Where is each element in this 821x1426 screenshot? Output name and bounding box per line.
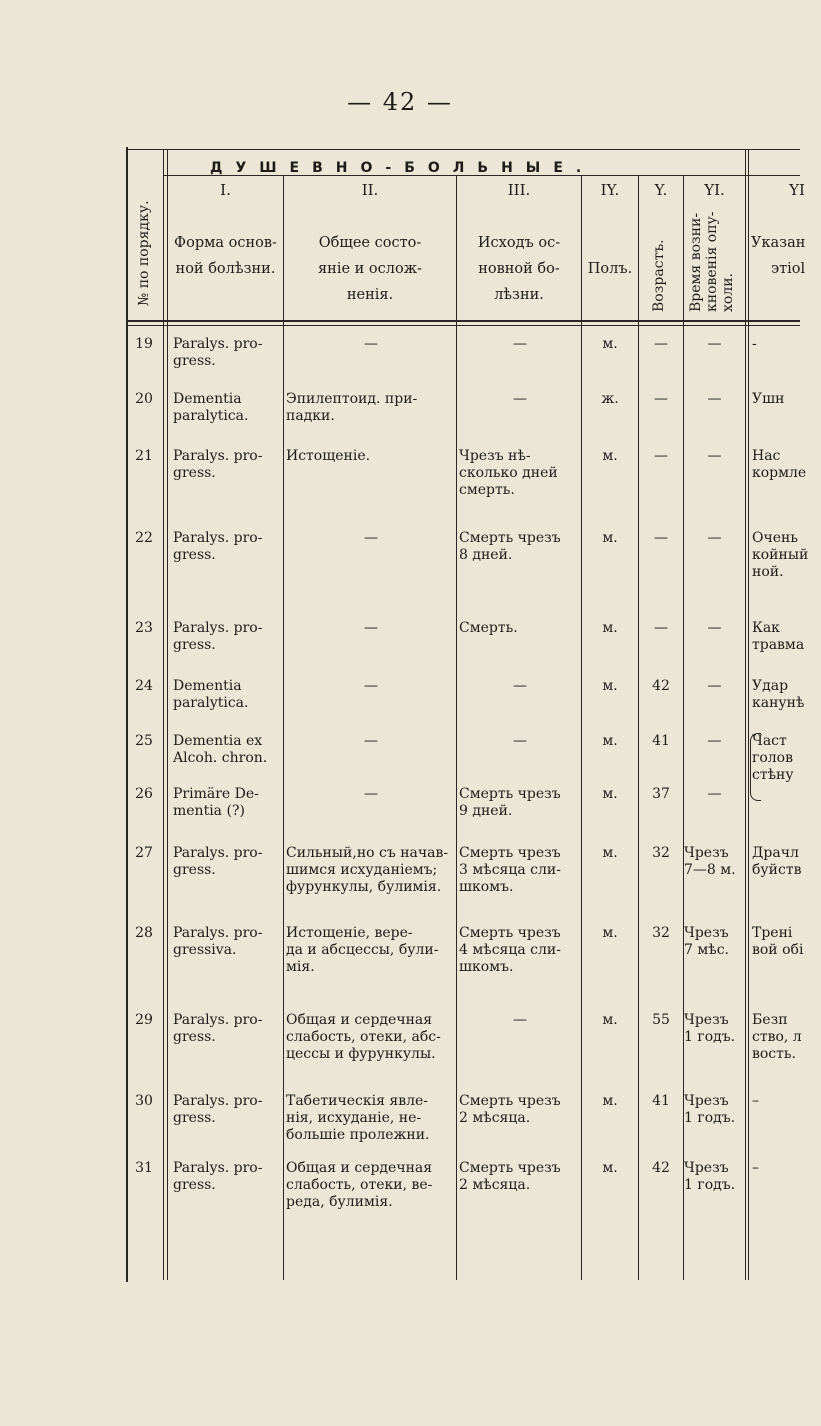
form-cell: Dementia xyxy=(173,391,242,407)
cause-cell: вость. xyxy=(752,1046,796,1062)
state-cell: фурункулы, булимія. xyxy=(286,879,442,895)
cause-cell: – xyxy=(752,1093,759,1109)
group-title: ДУШЕВНО-БОЛЬНЫЕ. xyxy=(210,160,595,176)
outcome-cell: Смерть. xyxy=(459,620,518,636)
col1-roman: I. xyxy=(220,181,231,199)
time-cell: — xyxy=(707,530,722,546)
form-cell: Paralys. pro- xyxy=(173,448,263,464)
state-cell: Эпилептоид. при- xyxy=(286,391,418,407)
sex-cell: м. xyxy=(602,1093,618,1109)
cause-cell: Нас xyxy=(752,448,781,464)
time-cell: — xyxy=(707,448,722,464)
col7-title: Указан этіоl xyxy=(751,235,806,277)
sex-cell: м. xyxy=(602,448,618,464)
age-cell: — xyxy=(654,448,668,464)
form-cell: Dementia xyxy=(173,678,242,694)
outcome-cell: — xyxy=(513,678,527,694)
col4-roman: IY. xyxy=(600,181,620,199)
cause-cell: Част xyxy=(752,733,787,749)
form-cell: gress. xyxy=(173,353,216,369)
outcome-cell: Смерть чрезъ xyxy=(459,530,561,546)
time-cell: — xyxy=(707,391,722,407)
form-cell: Paralys. pro- xyxy=(173,620,263,636)
age-cell: 37 xyxy=(652,786,670,802)
cause-cell: ство, л xyxy=(752,1029,802,1045)
state-cell: падки. xyxy=(286,408,335,424)
outcome-cell: — xyxy=(513,1012,527,1028)
age-cell: 32 xyxy=(652,845,670,861)
outcome-cell: 8 дней. xyxy=(459,547,513,563)
time-cell: Чрезъ xyxy=(684,845,729,861)
sex-cell: м. xyxy=(602,925,618,941)
cause-cell: Трені xyxy=(752,925,793,941)
form-cell: Paralys. pro- xyxy=(173,925,263,941)
form-cell: gress. xyxy=(173,862,216,878)
cause-cell: койный xyxy=(752,547,809,563)
outcome-cell: — xyxy=(513,391,527,407)
row-number: 21 xyxy=(135,448,153,464)
state-cell: шимся исхуданіемъ; xyxy=(286,862,438,878)
time-cell: Чрезъ xyxy=(684,925,729,941)
row-number: 20 xyxy=(135,391,153,407)
outcome-cell: — xyxy=(513,733,527,749)
state-cell: нія, исхуданіе, не- xyxy=(286,1110,422,1126)
time-cell: 1 годъ. xyxy=(684,1029,736,1045)
state-cell: Общая и сердечная xyxy=(286,1160,433,1176)
form-cell: Paralys. pro- xyxy=(173,845,263,861)
time-cell: Чрезъ xyxy=(684,1012,729,1028)
form-cell: gress. xyxy=(173,1029,216,1045)
col5-roman: Y. xyxy=(654,181,668,199)
outcome-cell: Смерть чрезъ xyxy=(459,925,561,941)
cause-cell: Ушн xyxy=(752,391,785,407)
row-number: 19 xyxy=(135,336,153,352)
sex-cell: м. xyxy=(602,530,618,546)
outcome-cell: 9 дней. xyxy=(459,803,513,819)
cause-cell: – xyxy=(752,1160,759,1176)
state-cell: — xyxy=(364,786,378,802)
form-cell: Paralys. pro- xyxy=(173,336,263,352)
col7-roman: YI xyxy=(789,181,805,199)
state-cell: мія. xyxy=(286,959,315,975)
sex-cell: м. xyxy=(602,786,618,802)
sex-cell: м. xyxy=(602,336,618,352)
row-number: 28 xyxy=(135,925,153,941)
form-cell: gress. xyxy=(173,547,216,563)
form-cell: mentia (?) xyxy=(173,803,245,819)
form-cell: paralytica. xyxy=(173,695,249,711)
age-cell: 41 xyxy=(652,1093,670,1109)
form-cell: Paralys. pro- xyxy=(173,1093,263,1109)
outcome-cell: Чрезъ нѣ- xyxy=(459,448,531,464)
cause-cell: стѣну xyxy=(752,767,794,783)
time-cell: 1 годъ. xyxy=(684,1177,736,1193)
col5-title: Возрастъ. xyxy=(651,239,667,312)
cause-cell: Очень xyxy=(752,530,798,546)
col2-roman: II. xyxy=(361,181,379,199)
form-cell: Alcoh. chron. xyxy=(173,750,268,766)
state-cell: Табетическія явле- xyxy=(286,1093,428,1109)
outcome-cell: Смерть чрезъ xyxy=(459,845,561,861)
time-cell: — xyxy=(707,733,722,749)
outcome-cell: — xyxy=(513,336,527,352)
col6-title-line1: Время возни- xyxy=(688,212,704,312)
row-number: 31 xyxy=(135,1160,153,1176)
age-cell: — xyxy=(654,620,668,636)
cause-cell: - xyxy=(752,336,757,352)
outcome-cell: смерть. xyxy=(459,482,515,498)
sex-cell: м. xyxy=(602,678,618,694)
row-number: 27 xyxy=(135,845,153,861)
outcome-cell: сколько дней xyxy=(459,465,558,481)
sex-cell: м. xyxy=(602,845,618,861)
outcome-cell: шкомъ. xyxy=(459,879,514,895)
state-cell: большіе пролежни. xyxy=(286,1127,430,1143)
age-cell: 41 xyxy=(652,733,670,749)
state-cell: реда, булимія. xyxy=(286,1194,393,1210)
cause-cell: травма xyxy=(752,637,805,653)
outcome-cell: 2 мѣсяца. xyxy=(459,1177,531,1193)
state-cell: слабость, отеки, абс- xyxy=(286,1029,441,1045)
col6-roman: YI. xyxy=(704,181,725,199)
form-cell: gressiva. xyxy=(173,942,237,958)
outcome-cell: Смерть чрезъ xyxy=(459,786,561,802)
cause-cell: буйств xyxy=(752,862,802,878)
sex-cell: ж. xyxy=(601,391,619,407)
form-cell: Paralys. pro- xyxy=(173,1012,263,1028)
row-number: 23 xyxy=(135,620,153,636)
time-cell: — xyxy=(707,336,722,352)
outcome-cell: 4 мѣсяца сли- xyxy=(459,942,561,958)
state-cell: Сильный,но съ начав- xyxy=(286,845,449,861)
state-cell: Истощеніе, вере- xyxy=(286,925,413,941)
col3-title: Исходъ ос- новной бо- лѣзни. xyxy=(477,235,561,303)
form-cell: gress. xyxy=(173,465,216,481)
age-cell: 32 xyxy=(652,925,670,941)
cause-cell: Удар xyxy=(752,678,789,694)
col4-title: Полъ. xyxy=(587,261,633,277)
form-cell: paralytica. xyxy=(173,408,249,424)
age-cell: — xyxy=(654,391,668,407)
col3-roman: III. xyxy=(507,181,531,199)
form-cell: gress. xyxy=(173,1110,216,1126)
form-cell: Paralys. pro- xyxy=(173,1160,263,1176)
outcome-cell: Смерть чрезъ xyxy=(459,1160,561,1176)
outcome-cell: шкомъ. xyxy=(459,959,514,975)
col2-title: Общее состо- яніе и ослож- ненія. xyxy=(318,235,422,303)
state-cell: цессы и фурункулы. xyxy=(286,1046,436,1062)
col6-title-line3: холи. xyxy=(720,273,736,312)
row-number: 26 xyxy=(135,786,153,802)
form-cell: gress. xyxy=(173,637,216,653)
age-cell: — xyxy=(654,530,668,546)
cause-cell: голов xyxy=(752,750,793,766)
age-cell: — xyxy=(654,336,668,352)
outcome-cell: 2 мѣсяца. xyxy=(459,1110,531,1126)
row-number: 30 xyxy=(135,1093,153,1109)
outcome-cell: 3 мѣсяца сли- xyxy=(459,862,561,878)
state-cell: Истощеніе. xyxy=(286,448,371,464)
form-cell: Dementia ex xyxy=(173,733,263,749)
sex-cell: м. xyxy=(602,733,618,749)
cause-cell: кормле xyxy=(752,465,807,481)
row-number: 29 xyxy=(135,1012,153,1028)
sex-cell: м. xyxy=(602,1160,618,1176)
state-cell: — xyxy=(364,530,378,546)
age-cell: 42 xyxy=(652,678,670,694)
sex-cell: м. xyxy=(602,620,618,636)
cause-cell: канунѣ xyxy=(752,695,805,711)
form-cell: Primäre De- xyxy=(173,786,259,802)
page-number: — 42 — xyxy=(347,88,453,116)
state-cell: — xyxy=(364,733,378,749)
age-cell: 42 xyxy=(652,1160,670,1176)
col6-title-line2: кновенія опу- xyxy=(704,211,720,312)
state-cell: Общая и сердечная xyxy=(286,1012,433,1028)
state-cell: — xyxy=(364,336,378,352)
cause-cell: Безп xyxy=(752,1012,788,1028)
time-cell: 7—8 м. xyxy=(684,862,736,878)
cause-cell: Драчл xyxy=(752,845,799,861)
col1-title: Форма основ- ной болѣзни. xyxy=(174,235,277,277)
time-cell: — xyxy=(707,678,722,694)
number-column-header: № по порядку. xyxy=(136,200,152,306)
outcome-cell: Смерть чрезъ xyxy=(459,1093,561,1109)
sex-cell: м. xyxy=(602,1012,618,1028)
time-cell: Чрезъ xyxy=(684,1093,729,1109)
time-cell: — xyxy=(707,786,722,802)
cause-cell: ной. xyxy=(752,564,784,580)
row-number: 22 xyxy=(135,530,153,546)
state-cell: слабость, отеки, ве- xyxy=(286,1177,433,1193)
row-number: 24 xyxy=(135,678,153,694)
state-cell: да и абсцессы, були- xyxy=(286,942,439,958)
form-cell: gress. xyxy=(173,1177,216,1193)
state-cell: — xyxy=(364,678,378,694)
time-cell: — xyxy=(707,620,722,636)
form-cell: Paralys. pro- xyxy=(173,530,263,546)
cause-cell: вой обі xyxy=(752,942,804,958)
state-cell: — xyxy=(364,620,378,636)
row-number: 25 xyxy=(135,733,153,749)
cause-cell: Как xyxy=(752,620,780,636)
age-cell: 55 xyxy=(652,1012,670,1028)
time-cell: Чрезъ xyxy=(684,1160,729,1176)
time-cell: 7 мѣс. xyxy=(684,942,729,958)
time-cell: 1 годъ. xyxy=(684,1110,736,1126)
